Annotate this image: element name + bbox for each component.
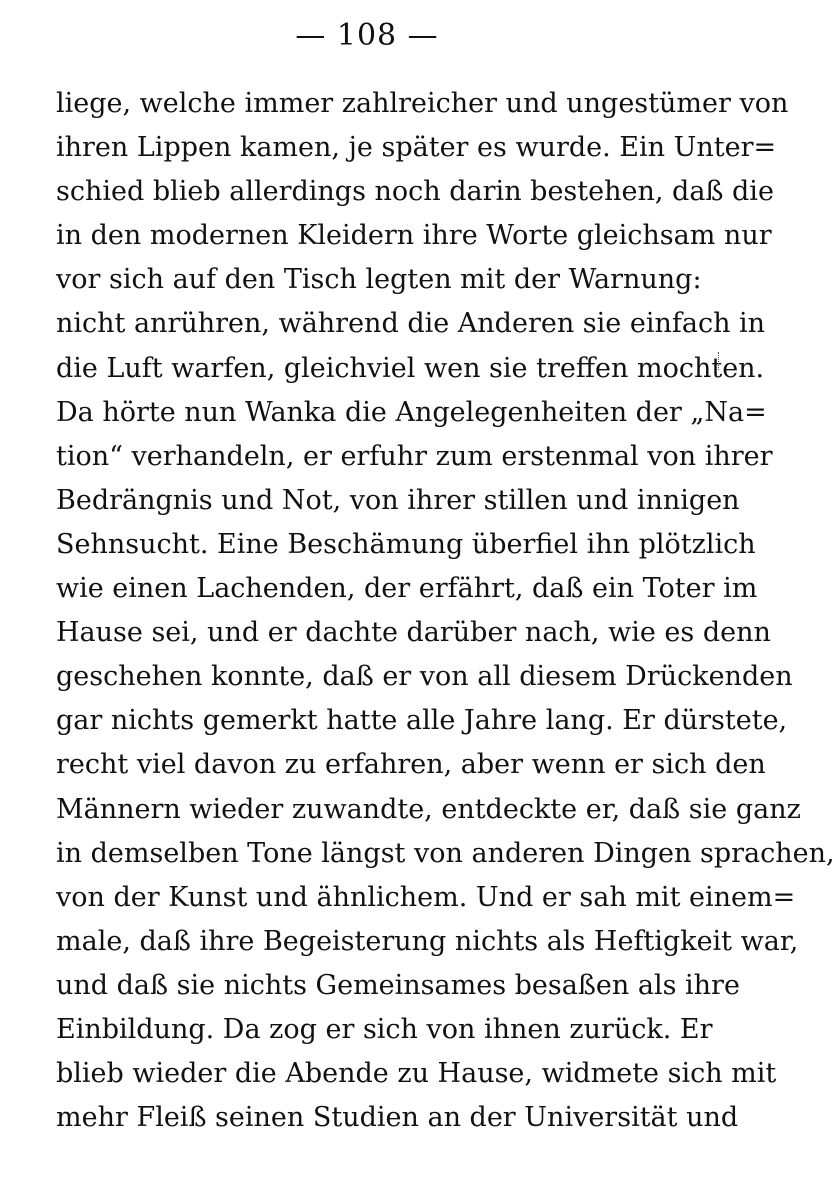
text-line: ihren Lippen kamen, je später es wurde. Ein Unter= xyxy=(56,132,777,164)
text-line: wie einen Lachenden, der erfährt, daß ein Toter im xyxy=(56,573,758,605)
text-line: liege, welche immer zahlreicher und ungestümer von xyxy=(56,88,789,119)
text-line: geschehen konnte, daß er von all diesem Drückenden xyxy=(56,661,793,693)
margin-mark xyxy=(718,352,720,370)
text-line: gar nichts gemerkt hatte alle Jahre lang. Er dürstete, xyxy=(56,705,788,737)
text-line: die Luft warfen, gleichviel wen sie treffen mochten. xyxy=(56,352,765,384)
text-line: mehr Fleiß seinen Studien an der Universität und xyxy=(56,1102,739,1134)
text-line: Bedrängnis und Not, von ihrer stillen und innigen xyxy=(56,484,740,516)
text-line: Da hörte nun Wanka die Angelegenheiten der „Na= xyxy=(56,396,767,428)
text-line: Einbildung. Da zog er sich von ihnen zurück. Er xyxy=(56,1013,713,1045)
text-line: Hause sei, und er dachte darüber nach, wie es denn xyxy=(56,617,771,649)
text-line: tion“ verhandeln, er erfuhr zum erstenmal von ihrer xyxy=(56,440,773,472)
text-line: Männern wieder zuwandte, entdeckte er, daß sie ganz xyxy=(56,793,801,825)
text-line: in den modernen Kleidern ihre Worte gleichsam nur xyxy=(56,220,772,252)
text-line: schied blieb allerdings noch darin bestehen, daß die xyxy=(56,176,774,208)
text-line: Sehnsucht. Eine Beschämung überfiel ihn plötzlich xyxy=(56,528,756,560)
text-line: recht viel davon zu erfahren, aber wenn er sich den xyxy=(56,749,766,781)
text-line: nicht anrühren, während die Anderen sie einfach in xyxy=(56,308,766,340)
text-line: blieb wieder die Abende zu Hause, widmete sich mit xyxy=(56,1058,777,1090)
page-number: — 108 — xyxy=(295,18,439,53)
text-line: male, daß ihre Begeisterung nichts als Heftigkeit war, xyxy=(56,925,799,957)
text-line: vor sich auf den Tisch legten mit der Warnung: xyxy=(56,264,702,296)
body-text xyxy=(56,82,835,1140)
text-line: von der Kunst und ähnlichem. Und er sah mit einem= xyxy=(56,881,796,913)
text-line: und daß sie nichts Gemeinsames besaßen als ihre xyxy=(56,969,740,1001)
text-line: in demselben Tone längst von anderen Dingen sprachen, xyxy=(56,837,835,869)
